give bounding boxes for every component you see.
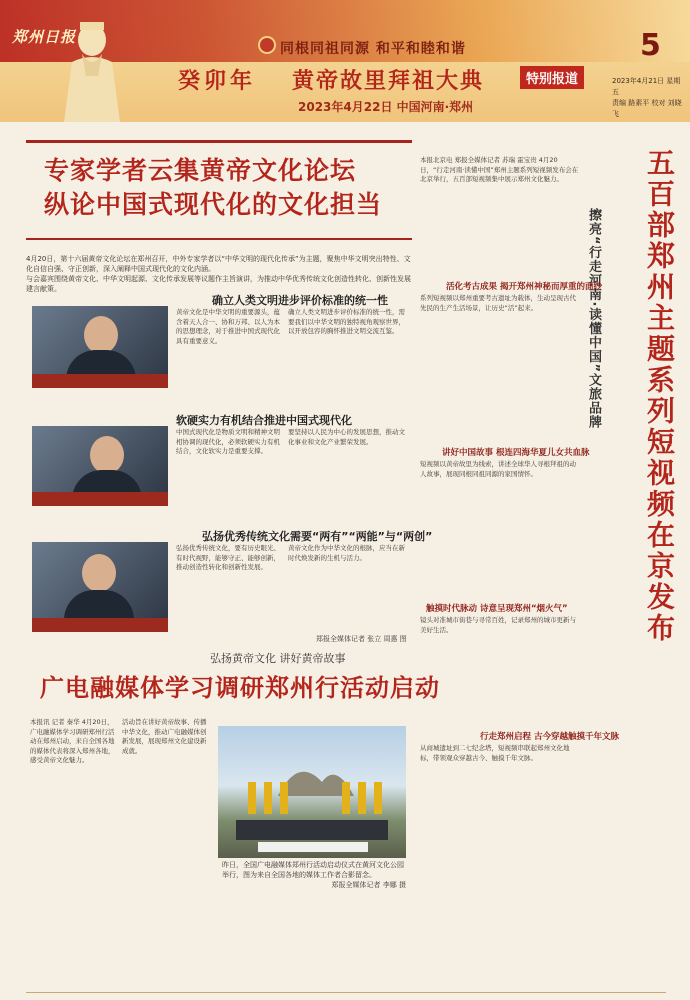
section-3-title: 弘扬优秀传统文化需要“两有”“两能”与“两创” — [202, 530, 433, 543]
right-section-2-title: 讲好中国故事 根连四海华夏儿女共血脉 — [442, 448, 590, 458]
bottom-text-col-2: 活动旨在讲好黄帝故事、传播中华文化，推动广电融媒体创新发展，展现郑州文化建设新成就。 — [122, 718, 207, 755]
right-section-3-title: 触摸时代脉动 诗意呈现郑州“烟火气” — [426, 604, 568, 614]
speaker-photo-1 — [32, 306, 168, 388]
page-number: 5 — [640, 28, 661, 63]
right-intro — [420, 156, 580, 248]
section-1-text: 黄帝文化是中华文明的重要源头，蕴含着天人合一、协和万邦、以人为本的思想理念，对于推进中国式现代化具有重要意义。 — [176, 308, 280, 345]
headline-rule-bottom — [26, 238, 412, 240]
edition-info — [612, 76, 686, 120]
section-1-title: 确立人类文明进步评价标准的统一性 — [212, 294, 388, 307]
group-photo — [218, 726, 406, 858]
section-3-text: 弘扬优秀传统文化，要有历史眼光、有时代视野，能够守正、能够创新，推动创造性转化和创新性发展。 — [176, 544, 280, 571]
headline-rule-top — [26, 140, 412, 143]
section-2-text-2: 要坚持以人民为中心的发展思想，推动文化事业和文化产业繁荣发展。 — [288, 428, 405, 446]
right-section-3-text: 镜头对准城市街巷与寻常百姓，记录郑州的城市更新与美好生活。 — [420, 616, 576, 634]
section-2-text: 中国式现代化是物质文明和精神文明相协调的现代化，必须软硬实力有机结合，文化软实力是重要支撑。 — [176, 428, 280, 455]
right-section-4 — [420, 730, 619, 980]
section-1-text-2: 确立人类文明进步评价标准的统一性，需要我们以中华文明的独特视角观察世界，以开放包容的胸怀推进文明交流互鉴。 — [288, 308, 405, 335]
article-section-2 — [26, 412, 412, 522]
newspaper-logo: 郑州日报 — [12, 28, 77, 46]
vertical-subheadline: 擦亮“行走河南·读懂中国”文旅品牌 — [586, 208, 601, 430]
article-section-1 — [26, 292, 412, 402]
right-section-2 — [420, 446, 590, 596]
photo-caption — [222, 860, 406, 890]
lead-paragraph — [26, 254, 412, 294]
speaker-photo-3 — [32, 542, 168, 632]
photo-credit: 郑报全媒体记者 李娜 摄 — [331, 881, 406, 889]
right-intro-text: 本报北京电 郑报全媒体记者 苏瑞 霍宝贵 4月20日，“行走河南·读懂中国”郑州主题系列短视频发布会在北京举行，五百部短视频集中展示郑州文化魅力。 — [420, 156, 579, 183]
event-title: 黄帝故里拜祖大典 — [292, 68, 485, 94]
right-section-4-title: 行走郑州启程 古今穿越触摸千年文脉 — [480, 732, 619, 742]
right-section-2-text: 短视频以黄帝故里为线索，讲述全球华人寻根拜祖的动人故事，展现同根同祖同源的家国情怀。 — [420, 460, 576, 478]
lead-text-1: 4月20日，第十六届黄帝文化论坛在郑州召开，中外专家学者以“中华文明的现代化传承”为主题，聚焦中华文明突出特性、文化自信自强、守正创新，深入阐释中国式现代化的文化内涵。 — [26, 255, 411, 273]
masthead-slogan: 同根同祖同源 和平和睦和谐 — [280, 41, 466, 57]
event-date-place: 2023年4月22日 中国河南·郑州 — [298, 100, 474, 114]
vertical-headline: 五百部郑州主题系列短视频在京发布 — [643, 148, 676, 644]
photo-caption-text: 昨日，全国广电融媒体郑州行活动启动仪式在黄河文化公园举行，图为来自全国各地的媒体工作者合影留念。 — [222, 861, 404, 879]
special-report-badge: 特别报道 — [520, 66, 584, 89]
bottom-kicker: 弘扬黄帝文化 讲好黄帝故事 — [210, 652, 346, 665]
right-section-3 — [420, 602, 580, 722]
main-headline — [44, 154, 382, 222]
event-scene-icon — [218, 726, 406, 858]
bottom-text-col-1: 本报讯 记者 秦华 4月20日，广电融媒体学习调研郑州行活动在郑州启动，来自全国各地的媒体代表将深入郑州各地，感受黄帝文化魅力。 — [30, 718, 115, 764]
right-section-1-title: 活化考古成果 揭开郑州神秘而厚重的面纱 — [446, 282, 602, 292]
emblem-icon — [258, 36, 276, 54]
right-section-4-text: 从商城遗址到二七纪念塔，短视频串联起郑州文化地标，带领观众穿越古今、触摸千年文脉。 — [420, 744, 570, 762]
article-section-3 — [26, 528, 433, 644]
page-bottom-rule — [26, 992, 666, 993]
speaker-photo-2 — [32, 426, 168, 506]
yellow-emperor-statue-icon — [52, 18, 132, 122]
bottom-headline: 广电融媒体学习调研郑州行活动启动 — [40, 673, 440, 702]
right-section-1-text: 系列短视频以郑州重要考古遗址为载体，生动呈现古代先民的生产生活场景，让历史“活”起来。 — [420, 294, 576, 312]
edition-date: 2023年4月21日 星期五 — [612, 77, 681, 96]
main-headline-box — [26, 140, 412, 252]
year-label: 癸卯年 — [178, 68, 257, 94]
section-3-byline: 郑报全媒体记者 张立 周惠 图 — [316, 635, 407, 643]
section-2-title: 软硬实力有机结合推进中国式现代化 — [176, 414, 352, 427]
masthead — [0, 0, 690, 122]
edition-editors: 责编 路素平 校对 刘晓飞 — [612, 99, 682, 118]
headline-line-2: 纵论中国式现代化的文化担当 — [44, 190, 383, 219]
headline-line-1: 专家学者云集黄帝文化论坛 — [44, 156, 357, 185]
lead-text-2: 与会嘉宾围绕黄帝文化、中华文明起源、文化传承发展等议题作主旨演讲，为推动中华优秀传统文化创造性转化、创新性发展建言献策。 — [26, 275, 411, 293]
section-3-text-2: 黄帝文化作为中华文化的根脉，应当在新时代焕发新的生机与活力。 — [288, 544, 405, 562]
